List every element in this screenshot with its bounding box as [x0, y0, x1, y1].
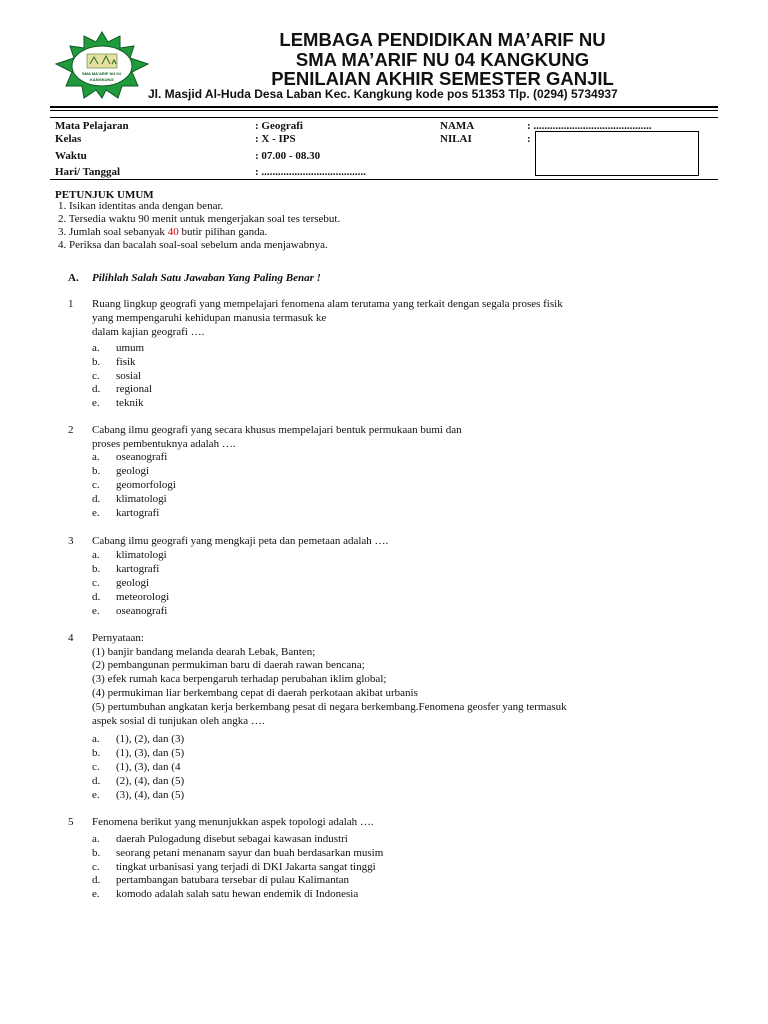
header-title-3: PENILAIAN AKHIR SEMESTER GANJIL [271, 68, 614, 89]
answer-option[interactable]: seorang petani menanam sayur dan buah berdasarkan musim [116, 847, 384, 859]
option-letter: b. [92, 747, 101, 759]
header-divider [50, 106, 718, 108]
answer-option[interactable]: geologi [116, 465, 149, 477]
section-title: Pilihlah Salah Satu Jawaban Yang Paling Benar ! [92, 272, 321, 284]
answer-option[interactable]: umum [116, 342, 145, 354]
question-number: 4 [68, 632, 74, 644]
answer-option[interactable]: (1), (3), dan (5) [116, 747, 185, 759]
question-text: Cabang ilmu geografi yang mengkaji peta dan pemetaan adalah …. [92, 535, 389, 547]
petunjuk-item-1: 1. Isikan identitas anda dengan benar. [58, 200, 224, 212]
answer-option[interactable]: (2), (4), dan (5) [116, 775, 185, 787]
mapel-label: Mata Pelajaran [55, 120, 129, 132]
kelas-label: Kelas [55, 133, 82, 145]
header-title-2: SMA MA’ARIF NU 04 KANGKUNG [295, 49, 590, 70]
school-logo-icon [52, 30, 152, 100]
answer-option[interactable]: daerah Pulogadung disebut sebagai kawasan industri [116, 833, 348, 845]
answer-option[interactable]: meteorologi [116, 591, 170, 603]
answer-option[interactable]: oseanografi [116, 451, 168, 463]
info-top-border [50, 117, 718, 118]
question-text: (5) pertumbuhan angkatan kerja berkembang pesat di negara berkembang.Fenomena geosfer yang termasuk [92, 701, 567, 713]
question-text: Cabang ilmu geografi yang secara khusus mempelajari bentuk permukaan bumi dan [92, 424, 462, 436]
school-address: Jl. Masjid Al-Huda Desa Laban Kec. Kangkung kode pos 51353 Tlp. (0294) 5734937 [148, 87, 618, 101]
header-title-1: LEMBAGA PENDIDIKAN MA’ARIF NU [279, 29, 606, 50]
question-number: 2 [68, 424, 74, 436]
option-letter: d. [92, 383, 101, 395]
nilai-box[interactable] [535, 131, 699, 176]
question-text: (2) pembangunan permukiman baru di daerah rawan bencana; [92, 659, 365, 671]
option-letter: e. [92, 507, 100, 519]
question-number: 1 [68, 298, 74, 310]
answer-option[interactable]: geologi [116, 577, 149, 589]
mapel-value: : Geografi [255, 120, 303, 132]
option-letter: a. [92, 549, 100, 561]
nilai-colon: : [527, 133, 531, 145]
option-letter: b. [92, 563, 101, 575]
question-text: Ruang lingkup geografi yang mempelajari fenomena alam terutama yang terkait dengan segala proses fisik [92, 298, 563, 310]
answer-option[interactable]: klimatologi [116, 493, 167, 505]
option-letter: c. [92, 577, 100, 589]
waktu-label: Waktu [55, 150, 87, 162]
answer-option[interactable]: sosial [116, 370, 142, 382]
section-letter: A. [68, 272, 79, 284]
answer-option[interactable]: (3), (4), dan (5) [116, 789, 185, 801]
option-letter: d. [92, 493, 101, 505]
option-letter: a. [92, 342, 100, 354]
petunjuk-item-3-text: 3. Jumlah soal sebanyak [58, 226, 168, 238]
answer-option[interactable]: regional [116, 383, 153, 395]
option-letter: e. [92, 397, 100, 409]
option-letter: c. [92, 761, 100, 773]
answer-option[interactable]: fisik [116, 356, 136, 368]
answer-option[interactable]: oseanografi [116, 605, 168, 617]
question-text: aspek sosial di tunjukan oleh angka …. [92, 715, 265, 727]
question-number: 5 [68, 816, 74, 828]
answer-option[interactable]: geomorfologi [116, 479, 176, 491]
option-letter: b. [92, 356, 101, 368]
option-letter: a. [92, 733, 100, 745]
nilai-label: NILAI [440, 133, 472, 145]
nama-field[interactable]: : ........................................... [527, 120, 652, 132]
info-bottom-border [50, 179, 718, 180]
option-letter: b. [92, 465, 101, 477]
logo-caption-1: SMA MA'ARIF NU 04 [82, 71, 121, 76]
question-count: 40 [167, 226, 179, 238]
header-divider-thin [50, 110, 718, 111]
option-letter: c. [92, 479, 100, 491]
option-letter: c. [92, 861, 100, 873]
hari-field[interactable]: : ...................................... [255, 166, 366, 178]
option-letter: d. [92, 591, 101, 603]
option-letter: a. [92, 833, 100, 845]
answer-option[interactable]: tingkat urbanisasi yang terjadi di DKI Jakarta sangat tinggi [116, 861, 376, 873]
question-text: Fenomena berikut yang menunjukkan aspek topologi adalah …. [92, 816, 374, 828]
option-letter: c. [92, 370, 100, 382]
petunjuk-item-2: 2. Tersedia waktu 90 menit untuk mengerjakan soal tes tersebut. [58, 213, 341, 225]
petunjuk-title: PETUNJUK UMUM [55, 189, 154, 201]
question-text: dalam kajian geografi …. [92, 326, 205, 338]
answer-option[interactable]: (1), (3), dan (4 [116, 761, 181, 773]
kelas-value: : X - IPS [255, 133, 296, 145]
question-text: yang mempengaruhi kehidupan manusia termasuk ke [92, 312, 327, 324]
question-number: 3 [68, 535, 74, 547]
answer-option[interactable]: kartografi [116, 563, 160, 575]
nama-label: NAMA [440, 120, 475, 132]
hari-label: Hari/ Tanggal [55, 166, 121, 178]
waktu-value: : 07.00 - 08.30 [255, 150, 321, 162]
answer-option[interactable]: teknik [116, 397, 144, 409]
option-letter: e. [92, 888, 100, 900]
answer-option[interactable]: klimatologi [116, 549, 167, 561]
logo-caption-2: KANGKUNG [90, 77, 114, 82]
petunjuk-item-3 [58, 226, 267, 239]
petunjuk-item-3-rest: butir pilihan ganda. [178, 226, 268, 238]
question-text: (1) banjir bandang melanda dearah Lebak, Banten; [92, 646, 316, 658]
petunjuk-item-4: 4. Periksa dan bacalah soal-soal sebelum anda menjawabnya. [58, 239, 328, 251]
answer-option[interactable]: kartografi [116, 507, 160, 519]
option-letter: e. [92, 605, 100, 617]
option-letter: b. [92, 847, 101, 859]
question-text: (4) permukiman liar berkembang cepat di daerah perkotaan akibat urbanis [92, 687, 418, 699]
option-letter: a. [92, 451, 100, 463]
option-letter: e. [92, 789, 100, 801]
question-text: Pernyataan: [92, 632, 144, 644]
answer-option[interactable]: (1), (2), dan (3) [116, 733, 185, 745]
question-text: proses pembentuknya adalah …. [92, 438, 236, 450]
option-letter: d. [92, 775, 101, 787]
answer-option[interactable]: pertambangan batubara tersebar di pulau Kalimantan [116, 874, 350, 886]
question-text: (3) efek rumah kaca berpengaruh terhadap perubahan iklim global; [92, 673, 387, 685]
answer-option[interactable]: komodo adalah salah satu hewan endemik di Indonesia [116, 888, 359, 900]
option-letter: d. [92, 874, 101, 886]
